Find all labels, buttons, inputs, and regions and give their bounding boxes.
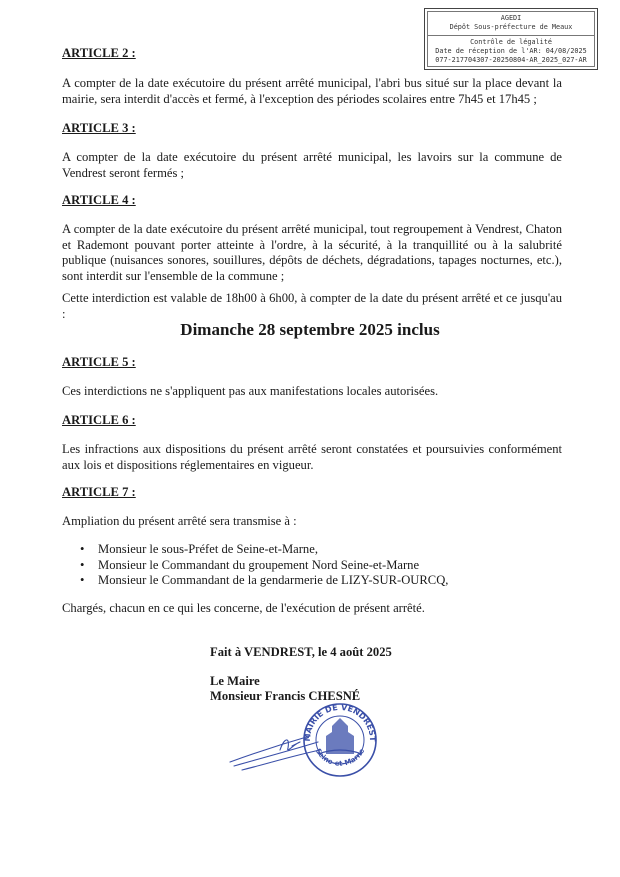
article-7-closing: Chargés, chacun en ce qui les concerne, de l'exécution de présent arrêté. <box>62 601 425 615</box>
stamp-date: Date de réception de l'AR: 04/08/2025 <box>435 47 587 55</box>
signatory-role: Le Maire <box>210 674 260 688</box>
end-date-headline: Dimanche 28 septembre 2025 inclus <box>180 320 440 339</box>
list-item: • Monsieur le Commandant du groupement Nord Seine-et-Marne <box>80 558 448 574</box>
svg-text:MAIRIE DE VENDREST: MAIRIE DE VENDREST <box>302 702 378 742</box>
stamp-office: Dépôt Sous-préfecture de Meaux <box>449 23 573 31</box>
article-2-text: A compter de la date exécutoire du présent arrêté municipal, l'abri bus situé sur la place devant la mairie, sera interdit d'accès et fermé, à l'exception des périodes scolaires entre 7h45 et 17h45 ; <box>62 76 562 106</box>
article-7-title: ARTICLE 7 : <box>62 485 136 499</box>
stamp-control: Contrôle de légalité <box>470 38 552 46</box>
article-5-title: ARTICLE 5 : <box>62 355 136 369</box>
place-date: Fait à VENDREST, le 4 août 2025 <box>210 645 392 659</box>
reception-stamp <box>424 8 598 70</box>
signatory-name: Monsieur Francis CHESNÉ <box>210 689 361 703</box>
article-4-validity: Cette interdiction est valable de 18h00 à 6h00, à compter de la date du présent arrêté et ce jusqu'au : <box>62 291 562 321</box>
list-item: • Monsieur le sous-Préfet de Seine-et-Marne, <box>80 542 448 558</box>
mairie-seal-icon <box>303 703 377 776</box>
stamp-agency: AGEDI <box>500 14 522 22</box>
list-item: • Monsieur le Commandant de la gendarmerie de LIZY-SUR-OURCQ, <box>80 573 448 589</box>
article-4-title: ARTICLE 4 : <box>62 193 136 207</box>
article-5-text: Ces interdictions ne s'appliquent pas aux manifestations locales autorisées. <box>62 384 439 398</box>
stamp-reference: 077-217704307-20250804-AR_2025_027-AR <box>435 56 587 64</box>
article-2-title: ARTICLE 2 : <box>62 46 136 60</box>
article-6-title: ARTICLE 6 : <box>62 413 136 427</box>
article-7-text: Ampliation du présent arrêté sera transmise à : <box>62 514 297 528</box>
recipients-list <box>80 542 448 589</box>
article-3-title: ARTICLE 3 : <box>62 121 136 135</box>
signature-and-seal <box>222 692 382 792</box>
article-3-text: A compter de la date exécutoire du présent arrêté municipal, les lavoirs sur la commune de Vendrest seront fermés ; <box>62 150 562 180</box>
article-4-text: A compter de la date exécutoire du présent arrêté municipal, tout regroupement à Vendrest, Chaton et Rademont pouvant porter atteinte à l'ordre, à la sécurité, à la tranquillité ou à la salubrité publique (nuisances sonores, souillures, dépôts de déchets, dégradations, tapages nocturnes, etc.), sont interdit sur l'ensemble de la commune ; <box>62 222 562 283</box>
article-6-text: Les infractions aux dispositions du présent arrêté seront constatées et poursuivies conformément aux lois et dispositions réglementaires en vigueur. <box>62 442 562 472</box>
svg-text:Seine-et-Marne: Seine-et-Marne <box>313 747 367 768</box>
handwritten-signature <box>222 692 382 792</box>
